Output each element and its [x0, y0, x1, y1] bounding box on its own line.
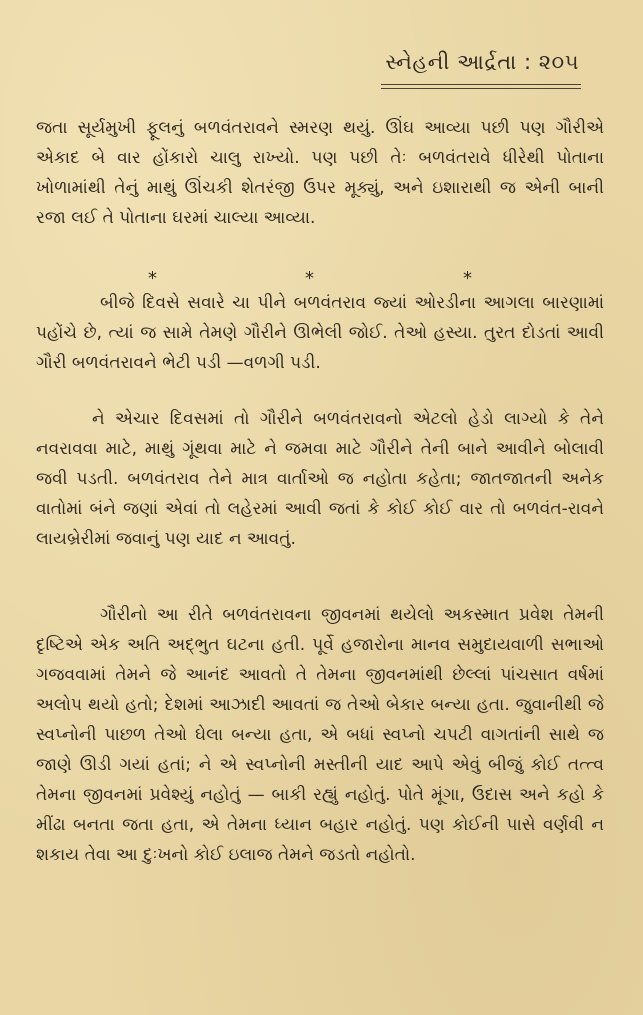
separator-star: *: [463, 268, 472, 289]
paragraph-1: જતા સૂર્યમુખી ફૂલનું બળવંતરાવને સ્મરણ થયું. ઊંઘ આવ્યા પછી પણ ગૌરીએ એકાદ બે વાર હોંકારો ચાલુ રાખ્યો. પણ પછી તેઃ બળવંતરાવે ધીરેથી પોતાના ખોળામાંથી તેનું માથું ઊંચકી શેતરંજી ઉપર મૂક્યું, અને ઇશારાથી જ એની બાની રજા લઈ તે પોતાના ઘરમાં ચાલ્યા આવ્યા.: [36, 118, 604, 228]
paragraph-2: બીજે દિવસે સવારે ચા પીને બળવંતરાવ જ્યાં ઓરડીના આગલા બારણામાં પહોંચે છે, ત્યાં જ સામે તેમણે ગૌરીને ઊભેલી જોઈ. તેઓ હસ્યા. તુરત દોડતાં આવી ગૌરી બળવંતરાવને ભેટી પડી —વળગી પડી.: [36, 293, 604, 373]
section-separator: [0, 268, 643, 288]
paragraph-3: ને એચાર દિવસમાં તો ગૌરીને બળવંતરાવનો એટલો હેડો લાગ્યો કે તેને નવરાવવા માટે, માથું ગૂંથવા માટે ને જમવા માટે ગૌરીને તેની બાને આવીને બોલાવી જવી પડતી. બળવંતરાવ તેને માત્ર વાર્તાઓ જ નહોતા કહેતા; જાતજાતની અનેક વાતોમાં બંને જણાં એવાં તો લહેરમાં આવી જતાં કે કોઈ કોઈ વાર તો બળવંત-રાવને લાયબ્રેરીમાં જવાનું પણ યાદ ન આવતું.: [36, 409, 604, 549]
header-underline: [381, 84, 581, 89]
running-header: સ્નેહની આર્દ્રતા : ૨૦૫: [385, 50, 579, 74]
separator-star: *: [305, 268, 314, 289]
separator-star: *: [148, 268, 157, 289]
paragraph-4: ગૌરીનો આ રીતે બળવંતરાવના જીવનમાં થયેલો અકસ્માત પ્રવેશ તેમની દૃષ્ટિએ એક અતિ અદ્ભુત ઘટના હતી. પૂર્વે હજારોના માનવ સમુદાયવાળી સભાઓ ગજવવામાં તેમને જે આનંદ આવતો તે તેમના જીવનમાંથી છેલ્લાં પાંચસાત વર્ષમાં અલોપ થયો હતો; દેશમાં આઝાદી આવતાં જ તેઓ બેકાર બન્યા હતા. જુવાનીથી જે સ્વપ્નોની પાછળ તેઓ ઘેલા બન્યા હતા, એ બધાં સ્વપ્નો ચપટી વાગતાંની સાથે જ જાણે ઊડી ગયાં હતાં; ને એ સ્વપ્નોની મસ્તીની યાદ આપે એવું બીજું કોઈ તત્ત્વ તેમના જીવનમાં પ્રવેશ્યું નહોતું — બાકી રહ્યું નહોતું. પોતે મૂંગા, ઉદાસ અને કહો કે મીંઢા બનતા જતા હતા, એ તેમના ધ્યાન બહાર નહોતું. પણ કોઈની પાસે વર્ણવી ન શકાય તેવા આ દુઃખનો કોઈ ઇલાજ તેમને જડતો નહોતો.: [36, 605, 604, 865]
